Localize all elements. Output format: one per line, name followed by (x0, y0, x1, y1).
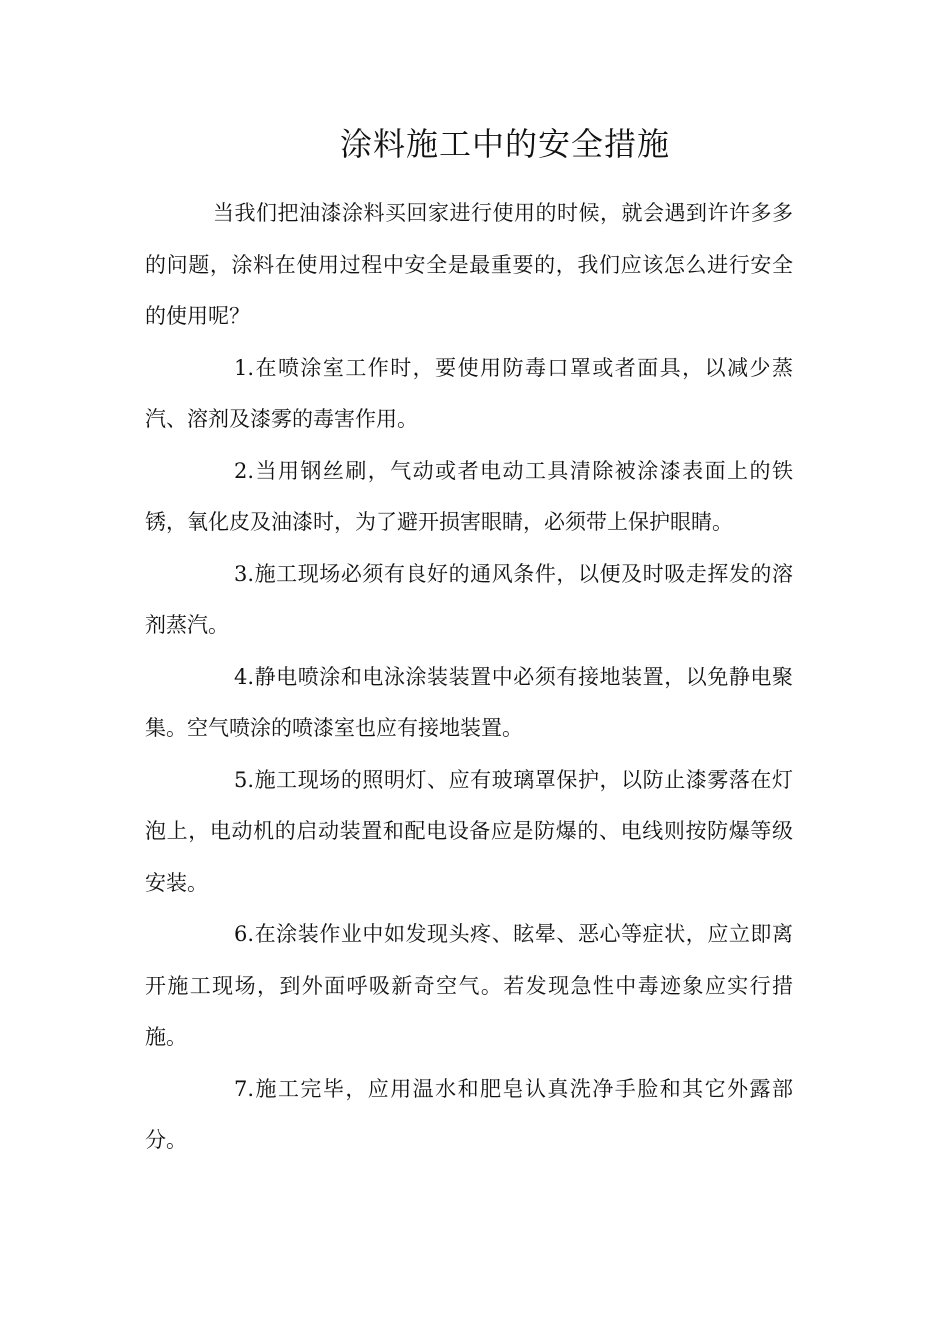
document-body (145, 188, 793, 1167)
safety-item-4: 4.静电喷涂和电泳涂装装置中必须有接地装置，以免静电聚集。空气喷涂的喷漆室也应有接地装置。 (145, 664, 793, 740)
safety-item-1: 1.在喷涂室工作时，要使用防毒口罩或者面具，以减少蒸汽、溶剂及漆雾的毒害作用。 (145, 355, 793, 431)
intro-paragraph: 当我们把油漆涂料买回家进行使用的时候，就会遇到许许多多的问题，涂料在使用过程中安全是最重要的，我们应该怎么进行安全的使用呢？ (145, 201, 793, 328)
safety-item-2: 2.当用钢丝刷，气动或者电动工具清除被涂漆表面上的铁锈，氧化皮及油漆时，为了避开损害眼睛，必须带上保护眼睛。 (145, 458, 793, 534)
document-title: 涂料施工中的安全措施 (339, 125, 670, 163)
safety-item-6: 6.在涂装作业中如发现头疼、眩晕、恶心等症状，应立即离开施工现场，到外面呼吸新奇空气。若发现急性中毒迹象应实行措施。 (145, 922, 793, 1049)
safety-item-7: 7.施工完毕，应用温水和肥皂认真洗净手脸和其它外露部分。 (145, 1076, 793, 1152)
safety-item-3: 3.施工现场必须有良好的通风条件，以便及时吸走挥发的溶剂蒸汽。 (145, 561, 793, 637)
safety-item-5: 5.施工现场的照明灯、应有玻璃罩保护，以防止漆雾落在灯泡上，电动机的启动装置和配电设备应是防爆的、电线则按防爆等级安装。 (145, 767, 793, 895)
